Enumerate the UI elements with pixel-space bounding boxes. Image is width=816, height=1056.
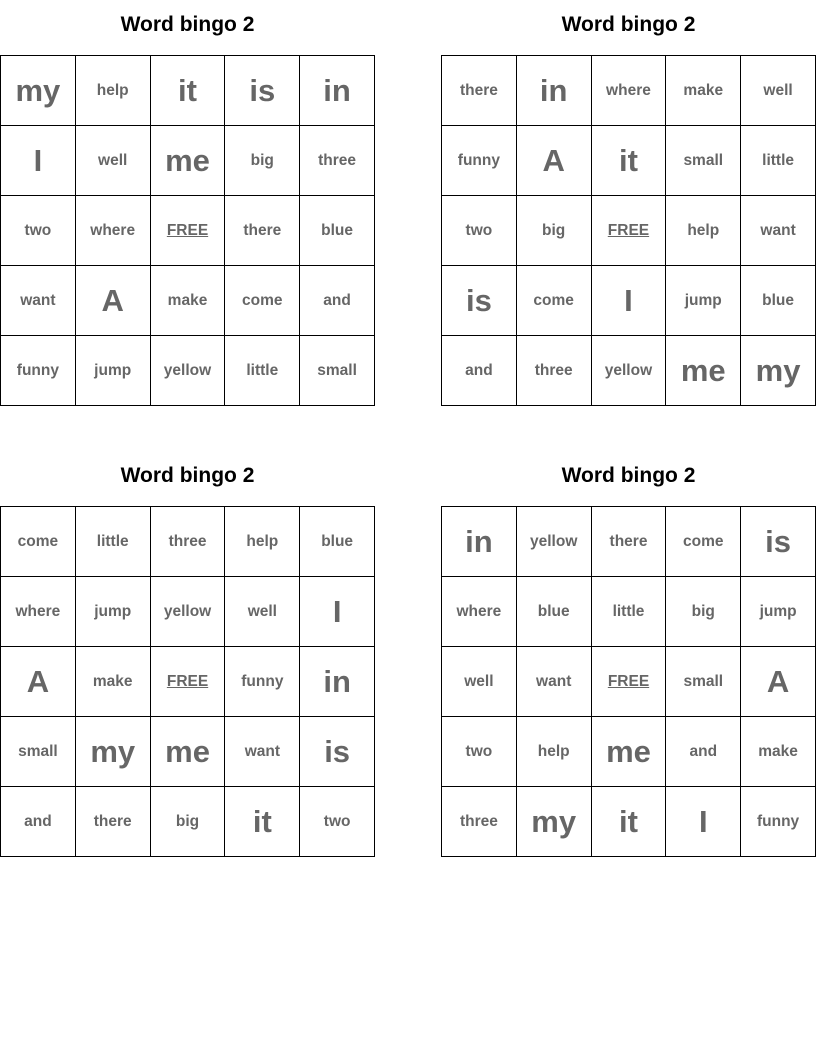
word-cell: come bbox=[516, 266, 591, 336]
grid-row bbox=[442, 56, 816, 126]
grid-row bbox=[1, 787, 375, 857]
word-cell: funny bbox=[1, 336, 76, 406]
word-cell: there bbox=[442, 56, 517, 126]
word-cell: my bbox=[1, 56, 76, 126]
grid-row bbox=[1, 336, 375, 406]
word-cell: and bbox=[666, 717, 741, 787]
word-cell: funny bbox=[442, 126, 517, 196]
grid-row bbox=[1, 577, 375, 647]
word-cell: jump bbox=[666, 266, 741, 336]
grid-row bbox=[1, 126, 375, 196]
word-cell: where bbox=[1, 577, 76, 647]
word-cell: big bbox=[225, 126, 300, 196]
word-cell: in bbox=[300, 647, 375, 717]
word-cell: blue bbox=[516, 577, 591, 647]
bingo-grid bbox=[0, 55, 375, 406]
word-cell: is bbox=[442, 266, 517, 336]
word-cell: I bbox=[591, 266, 666, 336]
word-cell: it bbox=[150, 56, 225, 126]
word-cell: my bbox=[741, 336, 816, 406]
word-cell: make bbox=[666, 56, 741, 126]
grid-row bbox=[442, 196, 816, 266]
word-cell: it bbox=[591, 787, 666, 857]
word-cell: it bbox=[591, 126, 666, 196]
word-cell: jump bbox=[741, 577, 816, 647]
word-cell: blue bbox=[300, 196, 375, 266]
word-cell: help bbox=[666, 196, 741, 266]
word-cell: where bbox=[75, 196, 150, 266]
word-cell: yellow bbox=[150, 336, 225, 406]
word-cell: I bbox=[1, 126, 76, 196]
word-cell: come bbox=[225, 266, 300, 336]
word-cell: there bbox=[225, 196, 300, 266]
grid-row bbox=[1, 507, 375, 577]
word-cell: in bbox=[516, 56, 591, 126]
grid-row bbox=[442, 577, 816, 647]
grid-row bbox=[1, 717, 375, 787]
grid-row bbox=[442, 266, 816, 336]
word-cell: big bbox=[150, 787, 225, 857]
word-cell: well bbox=[741, 56, 816, 126]
word-cell: yellow bbox=[591, 336, 666, 406]
grid-row bbox=[442, 507, 816, 577]
word-cell: and bbox=[1, 787, 76, 857]
word-cell: A bbox=[75, 266, 150, 336]
grid-row bbox=[1, 56, 375, 126]
grid-row bbox=[442, 126, 816, 196]
word-cell: come bbox=[666, 507, 741, 577]
word-cell: well bbox=[225, 577, 300, 647]
word-cell: help bbox=[75, 56, 150, 126]
bingo-grid bbox=[441, 506, 816, 857]
word-cell: well bbox=[75, 126, 150, 196]
grid-row bbox=[442, 717, 816, 787]
card-title: Word bingo 2 bbox=[120, 464, 255, 487]
word-cell: my bbox=[516, 787, 591, 857]
grid-row bbox=[442, 336, 816, 406]
word-cell: two bbox=[442, 717, 517, 787]
word-cell: blue bbox=[741, 266, 816, 336]
word-cell: me bbox=[666, 336, 741, 406]
bingo-grid bbox=[441, 55, 816, 406]
word-cell: two bbox=[1, 196, 76, 266]
word-cell: want bbox=[225, 717, 300, 787]
word-cell: blue bbox=[300, 507, 375, 577]
word-cell: small bbox=[666, 647, 741, 717]
word-cell: little bbox=[591, 577, 666, 647]
word-cell: make bbox=[75, 647, 150, 717]
word-cell: come bbox=[1, 507, 76, 577]
word-cell: and bbox=[442, 336, 517, 406]
word-cell: small bbox=[300, 336, 375, 406]
word-cell: make bbox=[741, 717, 816, 787]
grid-row bbox=[1, 647, 375, 717]
word-cell: small bbox=[1, 717, 76, 787]
word-cell: little bbox=[741, 126, 816, 196]
word-cell: where bbox=[442, 577, 517, 647]
word-cell: yellow bbox=[516, 507, 591, 577]
word-cell: there bbox=[591, 507, 666, 577]
card-title: Word bingo 2 bbox=[561, 13, 696, 36]
bingo-grid bbox=[0, 506, 375, 857]
word-cell: three bbox=[516, 336, 591, 406]
word-cell: A bbox=[741, 647, 816, 717]
word-cell: there bbox=[75, 787, 150, 857]
free-cell: FREE bbox=[150, 647, 225, 717]
card-title: Word bingo 2 bbox=[120, 13, 255, 36]
word-cell: I bbox=[300, 577, 375, 647]
word-cell: small bbox=[666, 126, 741, 196]
word-cell: me bbox=[150, 126, 225, 196]
word-cell: A bbox=[1, 647, 76, 717]
word-cell: big bbox=[516, 196, 591, 266]
word-cell: funny bbox=[225, 647, 300, 717]
word-cell: three bbox=[150, 507, 225, 577]
grid-row bbox=[1, 266, 375, 336]
word-cell: jump bbox=[75, 336, 150, 406]
word-cell: little bbox=[75, 507, 150, 577]
free-cell: FREE bbox=[591, 196, 666, 266]
grid-row bbox=[1, 196, 375, 266]
grid-row bbox=[442, 647, 816, 717]
word-cell: my bbox=[75, 717, 150, 787]
word-cell: make bbox=[150, 266, 225, 336]
free-cell: FREE bbox=[591, 647, 666, 717]
word-cell: want bbox=[741, 196, 816, 266]
word-cell: help bbox=[516, 717, 591, 787]
word-cell: little bbox=[225, 336, 300, 406]
grid-row bbox=[442, 787, 816, 857]
word-cell: it bbox=[225, 787, 300, 857]
word-cell: where bbox=[591, 56, 666, 126]
word-cell: A bbox=[516, 126, 591, 196]
word-cell: is bbox=[741, 507, 816, 577]
word-cell: two bbox=[442, 196, 517, 266]
word-cell: three bbox=[442, 787, 517, 857]
free-cell: FREE bbox=[150, 196, 225, 266]
word-cell: want bbox=[1, 266, 76, 336]
word-cell: funny bbox=[741, 787, 816, 857]
word-cell: is bbox=[300, 717, 375, 787]
word-cell: and bbox=[300, 266, 375, 336]
word-cell: is bbox=[225, 56, 300, 126]
word-cell: want bbox=[516, 647, 591, 717]
word-cell: in bbox=[442, 507, 517, 577]
word-cell: jump bbox=[75, 577, 150, 647]
word-cell: two bbox=[300, 787, 375, 857]
word-cell: yellow bbox=[150, 577, 225, 647]
word-cell: me bbox=[150, 717, 225, 787]
word-cell: help bbox=[225, 507, 300, 577]
word-cell: I bbox=[666, 787, 741, 857]
word-cell: in bbox=[300, 56, 375, 126]
word-cell: well bbox=[442, 647, 517, 717]
card-title: Word bingo 2 bbox=[561, 464, 696, 487]
word-cell: big bbox=[666, 577, 741, 647]
word-cell: three bbox=[300, 126, 375, 196]
word-cell: me bbox=[591, 717, 666, 787]
